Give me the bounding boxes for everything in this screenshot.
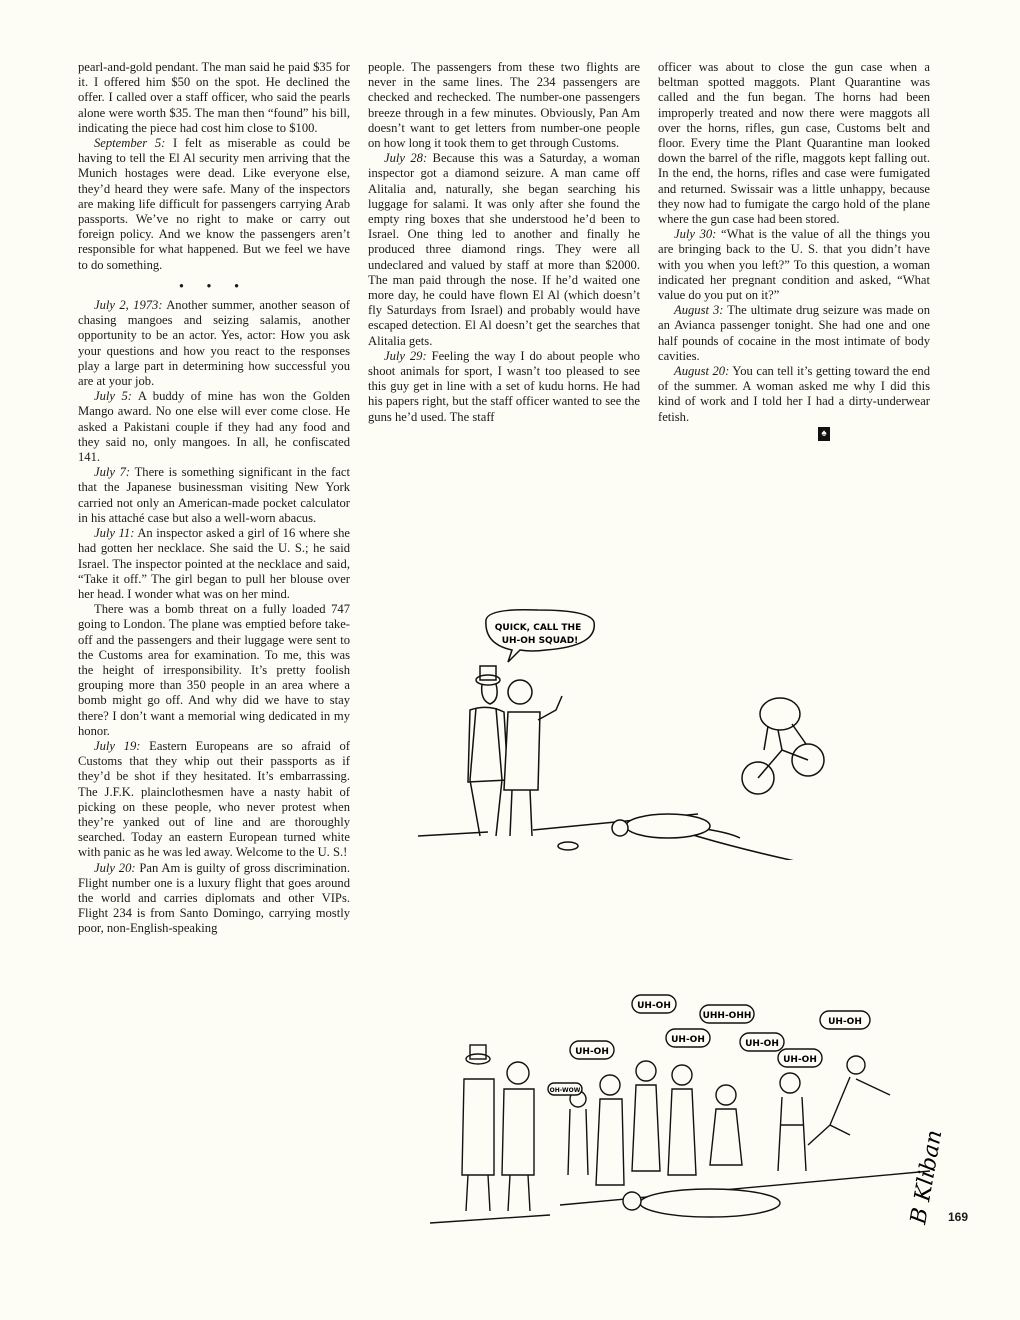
article-column-1 [78,60,350,937]
bubble-text: UH-OH [575,1047,609,1057]
entry-date: July 30: [674,227,717,242]
entry-date: August 3: [674,303,724,318]
entry-text: The ultimate drug seizure was made on an Avianca passenger tonight. She had one and one half pounds of cocaine in the most intimate of body cavities. [658,303,931,363]
cartoon-crowd-uh-oh [410,975,950,1235]
article-paragraph [78,136,350,273]
bubble-text: UH-OH [828,1017,862,1027]
end-mark-icon: ♠ [818,427,830,441]
entry-date: July 2, 1973: [94,298,163,313]
page-number: 169 [947,1210,968,1224]
bubble-text-line1: QUICK, CALL THE [494,623,582,633]
article-paragraph [658,227,930,303]
article-paragraph [78,60,350,136]
article-paragraph [78,465,350,526]
artist-signature: B Kliban [906,1128,948,1227]
bubble-text: OH-WOW [549,1087,581,1094]
entry-date: July 11: [94,526,135,541]
section-break: • • • [179,278,249,293]
entry-text: There was a bomb threat on a fully loaded 747 going to London. The plane was emptied before take-off and the passengers and their luggage were sent to the Customs area for examination. To me, this was the height of irresponsibility. It’s pretty foolish grouping more than 350 people in an area where a bomb might go off. And why did we have to stay there? I don’t want a memorial wing dedicated in my honor. [78,602,350,738]
article-paragraph [78,739,350,861]
entry-text: Feeling the way I do about people who shoot animals for sport, I wasn’t too pleased to see this guy get in line with a set of kudu horns. He had his papers right, but the staff officer wanted to see the guns he’d used. The staff [368,348,640,424]
bubble-text: UHH-OHH [702,1011,752,1021]
entry-date: July 5: [94,389,132,404]
entry-text: Another summer, another season of chasing mangoes and seizing salamis, another opportunity to be an actor. Yes, actor: How you ask your questions and how you react to the responses play a large part in determining how successful you are at your job. [78,298,350,389]
entry-date: July 29: [384,348,427,363]
article-paragraph [368,349,640,425]
article-paragraph [78,602,350,739]
bubble-text: UH-OH [783,1055,817,1065]
entry-date: September 5: [94,136,166,151]
entry-text: people. The passengers from these two flights are never in the same lines. The 234 passengers are checked and rechecked. The number-one passengers breeze through in a few minutes. Obviously, Pan Am doesn’t want to get letters from number-one people on how long it took them to get through Customs. [368,60,640,151]
entry-text: A buddy of mine has won the Golden Mango award. No one else will ever come close. He asked a Pakistani couple if they had any food and they said no, only mangoes. In all, he confiscated 141. [78,389,350,465]
entry-date: July 19: [94,738,141,753]
article-paragraph [78,861,350,937]
article-column-2 [368,60,640,425]
entry-text: An inspector asked a girl of 16 where she had gotten her necklace. She said the U. S.; he said Israel. The inspector pointed at the necklace and said, “Take it off.” The girl began to pull her blouse over her head. I wonder what was on her mind. [78,526,350,601]
entry-date: July 28: [384,151,428,166]
article-paragraph [658,60,930,227]
article-paragraph [78,298,350,389]
article-paragraph [368,151,640,349]
bubble-text: UH-OH [745,1039,779,1049]
entry-date: July 7: [94,465,131,480]
entry-date: August 20: [674,364,730,379]
article-paragraph [78,526,350,602]
entry-text: Eastern Europeans are so afraid of Customs that they whip out their passports as if they’d be shot if they hesitated. It’s embarrassing. The J.F.K. plainclothesmen have a nasty habit of picking on these people, who never protest when they’re yanked out of line and are thoroughly searched. Today an eastern European turned white with panic as he was led away. Welcome to the U. S.! [78,738,350,860]
bubble-text: UH-OH [637,1001,671,1011]
cartoon-cyclist-accident [368,600,950,860]
entry-text: Because this was a Saturday, a woman inspector got a diamond seizure. A man came off Alitalia and, naturally, she began searching his luggage for salami. It was only after she found the empty ring boxes that she understood he’d been to Israel. One thing led to another and finally he produced three diamond rings. They were all undeclared and valued by staff at more than $2000. The man paid through the nose. If he’d waited one more day, he could have flown El Al (which doesn’t fly Saturdays from Israel) and probably would have escaped detection. El Al doesn’t get the searches that Alitalia gets. [368,151,640,348]
article-paragraph [658,364,930,425]
entry-text: pearl-and-gold pendant. The man said he paid $35 for it. I offered him $50 on the spot. He declined the offer. I called over a staff officer, who said the pearls alone were worth $35. The man then “found” his bill, indicating the piece had cost him close to $100. [78,60,350,135]
bubble-text: UH-OH [671,1035,705,1045]
entry-text: There is something significant in the fact that the Japanese businessman visiting New York carried not only an American-made pocket calculator in his attaché case but also a well-worn abacus. [78,465,350,525]
article-column-3 [658,60,930,441]
article-paragraph [368,60,640,151]
article-paragraph [78,389,350,465]
entry-text: You can tell it’s getting toward the end of the summer. A woman asked me why I did this kind of work and I told her I had a dirty-underwear fetish. [658,364,931,424]
entry-text: “What is the value of all the things you are bringing back to the U. S. that you didn’t have with you when you left?” To this question, a woman indicated her pregnant condition and asked, “What value do you put on it?” [658,227,930,303]
entry-text: I felt as miserable as could be having to tell the El Al security men arriving that the Munich hostages were dead. Like everyone else, they’d heard they were safe. Many of the inspectors are making life difficult for passengers carrying Arab passports. We’ve no right to make or carry out foreign policy. And we know the passengers aren’t responsible for what happened. But we feel we have to do something. [78,136,350,272]
entry-text: Pan Am is guilty of gross discrimination. Flight number one is a luxury flight that goes around the world and carries diplomats and other VIPs. Flight 234 is from Santo Domingo, carrying mostly poor, non-English-speaking [78,860,350,936]
bubble-text-line2: UH-OH SQUAD! [501,636,579,646]
entry-date: July 20: [94,860,136,875]
article-paragraph [658,303,930,364]
entry-text: officer was about to close the gun case when a beltman spotted maggots. Plant Quarantine was called and the fun began. The horns had been improperly treated and now there were maggots all over the horns, rifles, gun case, Customs belt and floor. Every time the Plant Quarantine man looked down the barrel of the rifle, maggots kept falling out. In the end, the horns, rifles and case were fumigated and returned. Swissair was a little unhappy, because they now had to fumigate the cargo hold of the plane where the gun case had been stored. [658,60,930,227]
